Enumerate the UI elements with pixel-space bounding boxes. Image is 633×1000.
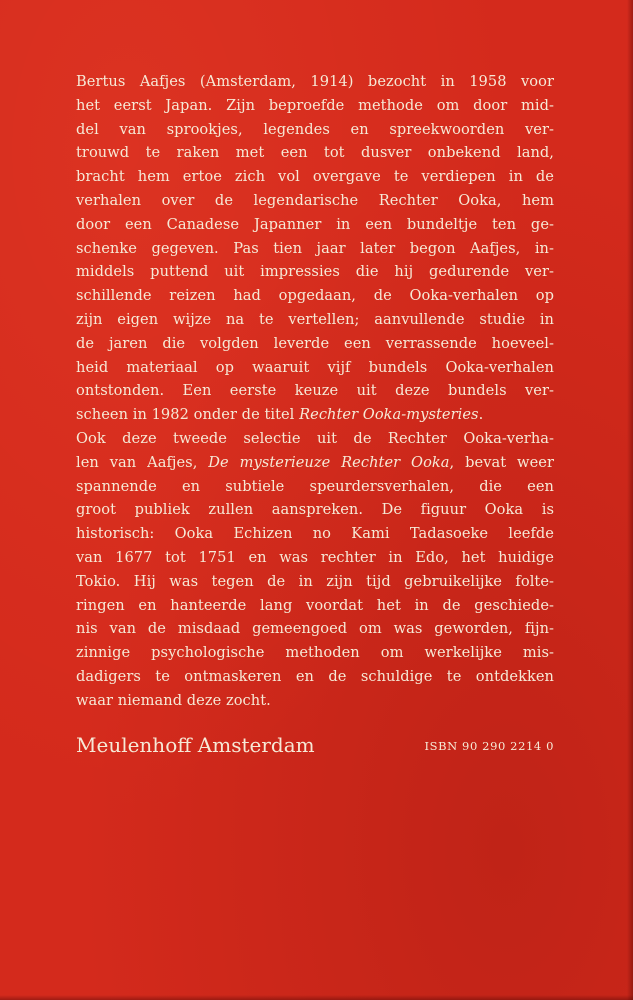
blurb-line: heid materiaal op waaruit vijf bundels Ooka-verhalen — [76, 358, 554, 376]
blurb-line: schillende reizen had opgedaan, de Ooka-verhalen op — [76, 287, 554, 305]
blurb-line-text: len van Aafjes, — [76, 453, 209, 471]
blurb-line: schenke gegeven. Pas tien jaar later begon Aafjes, in- — [76, 239, 554, 257]
blurb-line: Bertus Aafjes (Amsterdam, 1914) bezocht in 1958 voor — [76, 73, 554, 90]
blurb-line: de jaren die volgden leverde een verrassende hoeveel- — [76, 334, 554, 352]
cover-edge-shadow-right — [627, 0, 633, 1000]
blurb-line: historisch: Ooka Echizen no Kami Tadasoeke leefde — [76, 525, 554, 543]
blurb-line: middels puttend uit impressies die hij gedurende ver- — [76, 263, 554, 281]
book-title-rechter-ooka-mysteries: Rechter Ooka-mysteries — [299, 406, 479, 424]
blurb-line-text: . — [478, 406, 484, 424]
blurb-line: door een Canadese Japanner in een bundeltje ten ge- — [76, 215, 554, 233]
blurb-line: Tokio. Hij was tegen de in zijn tijd gebruikelijke folte- — [76, 572, 554, 590]
blurb-line: spannende en subtiele speurdersverhalen, die een — [76, 477, 554, 495]
blurb-line: zinnige psychologische methoden om werkelijke mis- — [76, 644, 554, 662]
blurb-line: Ook deze tweede selectie uit de Rechter Ooka-verha- — [76, 429, 554, 447]
blurb-text — [76, 70, 554, 713]
blurb-line: ontstonden. Een eerste keuze uit deze bundels ver- — [76, 382, 554, 400]
isbn-number: ISBN 90 290 2214 0 — [424, 739, 554, 753]
blurb-line: del van sprookjes, legendes en spreekwoorden ver- — [76, 120, 554, 138]
cover-edge-shadow-bottom — [0, 995, 633, 1000]
blurb-line: zijn eigen wijze na te vertellen; aanvullende studie in — [76, 310, 554, 328]
blurb-line-text: scheen in 1982 onder de titel — [76, 406, 300, 424]
blurb-line: trouwd te raken met een tot dusver onbekend land, — [76, 144, 554, 162]
publisher-name: Meulenhoff Amsterdam — [76, 733, 315, 757]
blurb-line-text: , bevat weer — [449, 453, 554, 471]
blurb-line: nis van de misdaad gemeengoed om was geworden, fijn- — [76, 620, 554, 638]
blurb-line — [76, 451, 554, 475]
book-title-de-mysterieuze-rechter-ooka: De mysterieuze Rechter Ooka — [208, 453, 450, 471]
blurb-line: verhalen over de legendarische Rechter Ooka, hem — [76, 191, 554, 209]
blurb-line: bracht hem ertoe zich vol overgave te verdiepen in de — [76, 168, 554, 186]
blurb-line: van 1677 tot 1751 en was rechter in Edo, het huidige — [76, 548, 554, 566]
blurb-line: waar niemand deze zocht. — [76, 691, 271, 709]
blurb-line: het eerst Japan. Zijn beproefde methode om door mid- — [76, 96, 554, 114]
blurb-line: groot publiek zullen aanspreken. De figuur Ooka is — [76, 501, 554, 519]
blurb-line — [76, 403, 554, 427]
blurb-line: ringen en hanteerde lang voordat het in de geschiede- — [76, 596, 554, 614]
blurb-line: dadigers te ontmaskeren en de schuldige te ontdekken — [76, 667, 554, 685]
